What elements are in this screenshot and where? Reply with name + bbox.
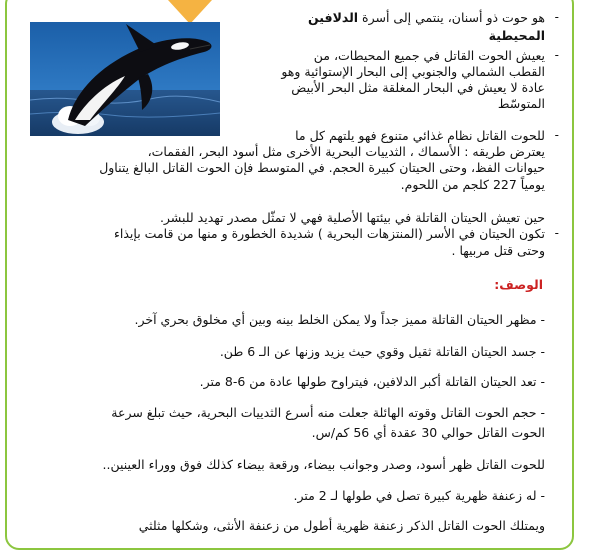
- captivity-line: تكون الحيتان في الأسر (المنتزهات البحرية ) شديدة الخطورة و منها من قامت بإيذاء: [114, 226, 545, 241]
- description-item: - له زعنفة ظهرية كبيرة تصل في طولها لـ 2 متر.: [293, 488, 545, 503]
- description-heading: الوصف:: [494, 277, 543, 292]
- description-item: الحوت القاتل حوالي 30 عقدة أي 56 كم/س.: [311, 425, 545, 440]
- intro-line-1: [308, 10, 545, 26]
- diet-line: حيوانات الفظ، وحتى الحيتان كبيرة الحجم. في المتوسط فإن الحوت القاتل البالغ يتناول: [99, 160, 545, 175]
- habitat-line: يعيش الحوت القاتل في جميع المحيطات، من: [313, 48, 545, 63]
- diet-line: يعترض طريقه : الأسماك ، الثدييات البحرية الأخرى مثل أسود البحر، الفقمات،: [147, 144, 545, 159]
- bullet-dash: -: [554, 226, 559, 240]
- description-item: - حجم الحوت القاتل وقوته الهائلة جعلت منه أسرع الثدييات البحرية، حيث تبلغ سرعة: [111, 405, 545, 420]
- description-item: ويمتلك الحوت القاتل الذكر زعنفة ظهرية أطول من زعنفة الأنثى، وشكلها مثلثي: [138, 518, 545, 533]
- diet-line: يومياً 227 كلجم من اللحوم.: [400, 177, 545, 192]
- description-item: للحوت القاتل ظهر أسود، وصدر وجوانب بيضاء، ورقعة بيضاء كذلك فوق ووراء العينين..: [102, 457, 545, 472]
- bullet-dash: -: [554, 48, 559, 62]
- bullet-dash: -: [554, 10, 559, 24]
- threat-line: حين تعيش الحيتان القاتلة في بيئتها الأصلية فهي لا تمثّل مصدر تهديد للبشر.: [159, 210, 545, 225]
- orca-photo: [30, 22, 220, 136]
- intro-family-name: الدلافين: [308, 10, 359, 25]
- intro-line-2: المحيطية: [488, 28, 545, 43]
- description-item: - تعد الحيتان القاتلة أكبر الدلافين، فيتراوح طولها عادة من 6-8 متر.: [199, 374, 545, 389]
- captivity-line: وحتى قتل مربيها .: [451, 243, 545, 258]
- description-item: - مظهر الحيتان القاتلة مميز جداً ولا يمكن الخلط بينه وبين أي مخلوق بحري آخر.: [134, 312, 545, 327]
- description-item: - جسد الحيتان القاتلة ثقيل وقوي حيث يزيد وزنها عن الـ 6 طن.: [219, 344, 545, 359]
- habitat-line: القطب الشمالي والجنوبي إلى البحار الإستوائية وهو: [281, 64, 545, 79]
- habitat-line: المتوسّط: [497, 96, 545, 111]
- habitat-line: عادة لا يعيش في البحار المغلقة مثل البحر الأبيض: [291, 80, 545, 95]
- bullet-dash: -: [554, 128, 559, 142]
- intro-text-a: هو حوت ذو أسنان، ينتمي إلى أسرة: [358, 10, 545, 25]
- orange-tab-marker: [168, 0, 212, 24]
- diet-line: للحوت القاتل نظام غذائي متنوع فهو يلتهم كل ما: [295, 128, 545, 143]
